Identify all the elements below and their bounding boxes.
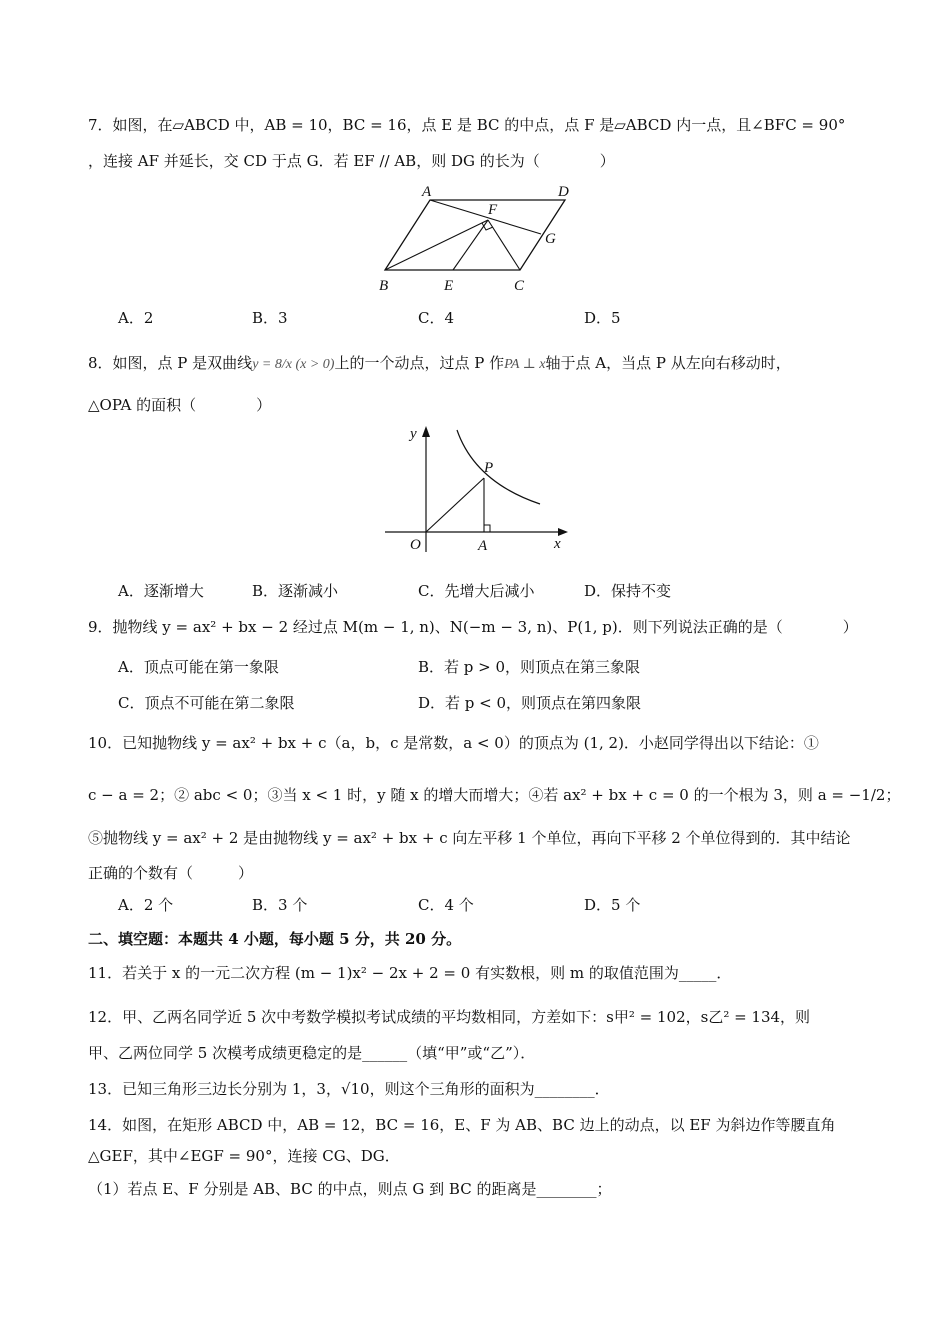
q8-label-x: x bbox=[554, 536, 561, 552]
q8-option-a: A．逐渐增大 bbox=[118, 582, 204, 600]
q8-option-c: C．先增大后减小 bbox=[418, 582, 535, 600]
q7-line2: ，连接 AF 并延长，交 CD 于点 G．若 EF // AB，则 DG 的长为（ ） bbox=[88, 152, 615, 170]
q7-label-D: D bbox=[558, 184, 569, 200]
q11-line: 11．若关于 x 的一元二次方程 (m − 1)x² − 2x + 2 = 0 有实数根，则 m 的取值范围为_____． bbox=[88, 964, 732, 982]
q8-text-a: 8．如图，点 P 是双曲线 bbox=[88, 354, 253, 372]
q7-option-d: D．5 bbox=[584, 309, 621, 327]
q8-pa-perp: PA ⊥ x bbox=[504, 357, 546, 372]
q8-line2: △OPA 的面积（ ） bbox=[88, 396, 272, 414]
q14-line1: 14．如图，在矩形 ABCD 中，AB = 12，BC = 16，E、F 为 AB、BC 边上的动点，以 EF 为斜边作等腰直角 bbox=[88, 1116, 836, 1134]
q7-option-c: C．4 bbox=[418, 309, 455, 327]
q8-label-P: P bbox=[484, 460, 494, 476]
q10-option-a: A．2 个 bbox=[118, 896, 174, 914]
q14-line3: （1）若点 E、F 分别是 AB、BC 的中点，则点 G 到 BC 的距离是________； bbox=[88, 1180, 612, 1198]
q8-hyperbola bbox=[457, 430, 540, 504]
q8-line1 bbox=[88, 352, 791, 376]
q12-line1: 12．甲、乙两名同学近 5 次中考数学模拟考试成绩的平均数相同，方差如下：s甲² = 102，s乙² = 134，则 bbox=[88, 1008, 811, 1026]
q14-line2: △GEF，其中∠EGF = 90°，连接 CG、DG． bbox=[88, 1147, 400, 1165]
q10-option-b: B．3 个 bbox=[252, 896, 308, 914]
q10-line1: 10．已知抛物线 y = ax² + bx + c（a，b，c 是常数，a < 0）的顶点为 (1, 2)．小赵同学得出以下结论：① bbox=[88, 734, 819, 752]
q8-text-b: 上的一个动点，过点 P 作 bbox=[334, 354, 505, 372]
q10-line3: ⑤抛物线 y = ax² + 2 是由抛物线 y = ax² + bx + c 向左平移 1 个单位，再向下平移 2 个单位得到的．其中结论 bbox=[88, 829, 851, 847]
q7-parallelogram bbox=[385, 200, 565, 270]
q10-option-c: C．4 个 bbox=[418, 896, 474, 914]
q9-option-b: B．若 p > 0，则顶点在第三象限 bbox=[418, 658, 641, 676]
q7-label-F: F bbox=[488, 202, 498, 218]
q7-figure bbox=[370, 180, 585, 295]
q8-text-c: 轴于点 A，当点 P 从左向右移动时， bbox=[545, 354, 791, 372]
q10-line2: c − a = 2；② abc < 0；③当 x < 1 时，y 随 x 的增大而增大；④若 ax² + bx + c = 0 的一个根为 3，则 a = −1/2； bbox=[88, 786, 901, 804]
q8-label-O: O bbox=[410, 537, 421, 553]
q8-formula: y = 8/x (x > 0) bbox=[252, 357, 335, 372]
q8-figure bbox=[380, 422, 580, 557]
q8-option-b: B．逐渐减小 bbox=[252, 582, 339, 600]
q8-x-arrow bbox=[558, 528, 568, 536]
section-2-heading: 二、填空题：本题共 4 小题，每小题 5 分，共 20 分。 bbox=[88, 930, 462, 948]
q12-line2: 甲、乙两位同学 5 次模考成绩更稳定的是______（填“甲”或“乙”）． bbox=[88, 1044, 536, 1062]
q7-right-angle-mark bbox=[482, 223, 493, 230]
q13-line: 13．已知三角形三边长分别为 1，3，√10，则这个三角形的面积为________． bbox=[88, 1080, 610, 1098]
q8-label-A: A bbox=[478, 538, 488, 554]
q7-option-b: B．3 bbox=[252, 309, 288, 327]
q9-option-d: D．若 p < 0，则顶点在第四象限 bbox=[418, 694, 642, 712]
q9-option-c: C．顶点不可能在第二象限 bbox=[118, 694, 295, 712]
q7-label-G: G bbox=[545, 231, 556, 247]
q7-label-B: B bbox=[379, 278, 389, 294]
q7-label-A: A bbox=[422, 184, 432, 200]
q9-option-a: A．顶点可能在第一象限 bbox=[118, 658, 279, 676]
q7-line1: 7．如图，在▱ABCD 中，AB = 10，BC = 16，点 E 是 BC 的中点，点 F 是▱ABCD 内一点，且∠BFC = 90° bbox=[88, 116, 846, 134]
q8-y-arrow bbox=[422, 426, 430, 437]
q7-label-C: C bbox=[514, 278, 525, 294]
q8-segment-OP bbox=[426, 478, 484, 532]
q10-line4: 正确的个数有（ ） bbox=[88, 864, 254, 882]
q9-line1: 9．抛物线 y = ax² + bx − 2 经过点 M(m − 1, n)、N(−m − 3, n)、P(1, p)．则下列说法正确的是（ ） bbox=[88, 618, 858, 636]
q7-segment-EF bbox=[453, 220, 488, 270]
q7-label-E: E bbox=[444, 278, 454, 294]
q8-label-y: y bbox=[410, 426, 417, 442]
q8-option-d: D．保持不变 bbox=[584, 582, 672, 600]
q7-option-a: A．2 bbox=[118, 309, 154, 327]
q8-right-angle-mark bbox=[484, 525, 490, 532]
q10-option-d: D．5 个 bbox=[584, 896, 641, 914]
